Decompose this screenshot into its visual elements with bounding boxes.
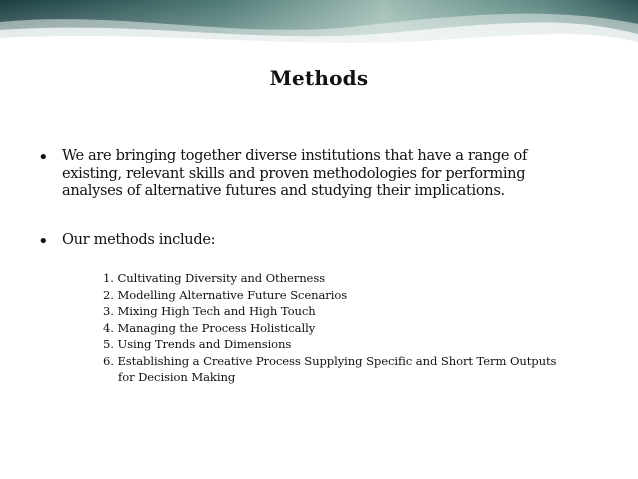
method-item-continuation: for Decision Making — [118, 370, 236, 384]
banner-wave-graphic — [0, 0, 638, 50]
bullet-line: We are bringing together diverse institutions that have a range of — [62, 147, 527, 164]
bullet-marker: • — [38, 231, 49, 252]
decorative-banner — [0, 0, 638, 50]
bullet-paragraph — [62, 147, 527, 200]
method-item: 2. Modelling Alternative Future Scenarios — [103, 287, 348, 302]
slide-title: Methods — [269, 66, 369, 90]
method-item: 3. Mixing High Tech and High Touch — [103, 304, 316, 318]
method-item: 1. Cultivating Diversity and Otherness — [103, 271, 326, 285]
bullet-line: Our methods include: — [62, 231, 216, 248]
bullet-line: analyses of alternative futures and studying their implications. — [62, 182, 505, 199]
methods-list — [103, 270, 623, 386]
bullet-paragraph — [62, 231, 215, 249]
bullet-marker: • — [38, 147, 49, 168]
method-item: 6. Establishing a Creative Process Supplying Specific and Short Term Outputs — [103, 353, 557, 368]
method-item: 4. Managing the Process Holistically — [103, 320, 316, 335]
method-item: 5. Using Trends and Dimensions — [103, 337, 292, 351]
bullet-line: existing, relevant skills and proven methodologies for performing — [62, 164, 526, 182]
